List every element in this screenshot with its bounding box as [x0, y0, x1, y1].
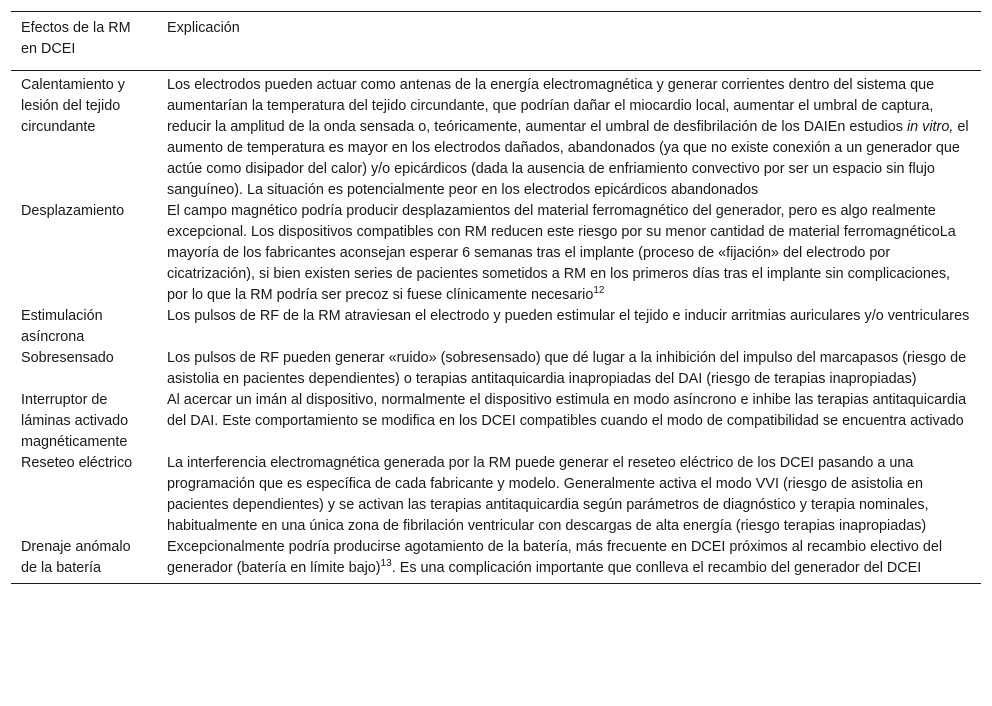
- row-effect: Interruptor de láminas activado magnéticamente: [21, 392, 129, 450]
- table-row: [11, 348, 981, 390]
- row-effect: Reseteo eléctrico: [21, 455, 133, 471]
- row-explanation: [157, 201, 981, 306]
- explanation-text: Excepcionalmente podría producirse agotamiento de la batería, más frecuente en DCEI próximos al recambio electivo del generador (batería en límite bajo): [167, 539, 943, 576]
- table-row: [11, 306, 981, 348]
- row-explanation: [157, 390, 981, 453]
- table-row: [11, 537, 981, 584]
- table-row: [11, 390, 981, 453]
- header-explanation: Explicación: [167, 20, 240, 36]
- table-row: [11, 453, 981, 537]
- explanation-italic: in vitro,: [906, 119, 954, 135]
- reference-superscript: 13: [380, 558, 392, 569]
- explanation-text: El campo magnético podría producir desplazamientos del material ferromagnético del generador, pero es algo realmente excepcional. Los dispositivos compatibles con RM reducen este riesgo por su menor cantidad de material ferromagnéticoLa mayoría de los fabricantes aconsejan esperar 6 semanas tras el implante (proceso de «fijación» del electrodo por cicatrización), si bien existen series de pacientes sometidos a RM en los primeros días tras el implante sin complicaciones, por lo que la RM podría ser precoz si fuese clínicamente necesario: [167, 203, 956, 303]
- explanation-text: Al acercar un imán al dispositivo, normalmente el dispositivo estimula en modo asíncrono e inhibe las terapias antitaquicardia del DAI. Este comportamiento se modifica en los DCEI compatibles cuando el modo de compatibilidad se encuentra activado: [167, 392, 967, 429]
- row-effect: Drenaje anómalo de la batería: [21, 539, 131, 576]
- table-header: [11, 12, 981, 71]
- explanation-text: La interferencia electromagnética generada por la RM puede generar el reseteo eléctrico de los DCEI pasando a una programación que es específica de cada fabricante y modelo. Generalmente activa el modo VVI (riesgo de asistolia en pacientes dependientes) y se activan las terapias antitaquicardia según parámetros de diagnóstico y terapia nominales, habitualmente en una única zona de fibrilación ventricular con descargas de alta energía (riesgo terapias inapropiadas): [167, 455, 929, 534]
- row-effect: Estimulación asíncrona: [21, 308, 103, 345]
- reference-superscript: 12: [593, 285, 605, 296]
- row-explanation: [157, 306, 981, 348]
- explanation-text: . Es una complicación importante que conlleva el recambio del generador del DCEI: [391, 560, 922, 576]
- table-row: [11, 71, 981, 202]
- header-effect: Efectos de la RM en DCEI: [21, 20, 131, 57]
- row-explanation: [157, 71, 981, 202]
- row-effect: Sobresensado: [21, 350, 114, 366]
- effects-table: [11, 11, 981, 584]
- explanation-text: Los pulsos de RF de la RM atraviesan el electrodo y pueden estimular el tejido e inducir arritmias auriculares y/o ventriculares: [167, 308, 970, 324]
- explanation-text: Los electrodos pueden actuar como antenas de la energía electromagnética y generar corrientes dentro del sistema que aumentarían la temperatura del tejido circundante, que podrían dañar el miocardio local, aumentar el umbral de captura, reducir la amplitud de la onda sensada o, teóricamente, aumentar el umbral de desfibrilación de los DAIEn estudios: [167, 77, 935, 135]
- row-explanation: [157, 453, 981, 537]
- effects-table-container: [11, 11, 981, 584]
- header-row: [11, 12, 981, 71]
- explanation-text: el aumento de temperatura es mayor en los electrodos dañados, abandonados (ya que no existe conexión a un generador que actúe como disipador del calor) y/o epicárdicos (dada la ausencia de enfriamiento convectivo por ser un espacio sin flujo sanguíneo). La situación es potencialmente peor en los electrodos epicárdicos abandonados: [167, 119, 969, 198]
- row-effect: Desplazamiento: [21, 203, 125, 219]
- table-row: [11, 201, 981, 306]
- table-body: [11, 71, 981, 584]
- row-effect: Calentamiento y lesión del tejido circundante: [21, 77, 125, 135]
- row-explanation: [157, 537, 981, 584]
- row-explanation: [157, 348, 981, 390]
- explanation-text: Los pulsos de RF pueden generar «ruido» (sobresensado) que dé lugar a la inhibición del impulso del marcapasos (riesgo de asistolia en pacientes dependientes) o terapias antitaquicardia inapropiadas del DAI (riesgo de terapias inapropiadas): [167, 350, 967, 387]
